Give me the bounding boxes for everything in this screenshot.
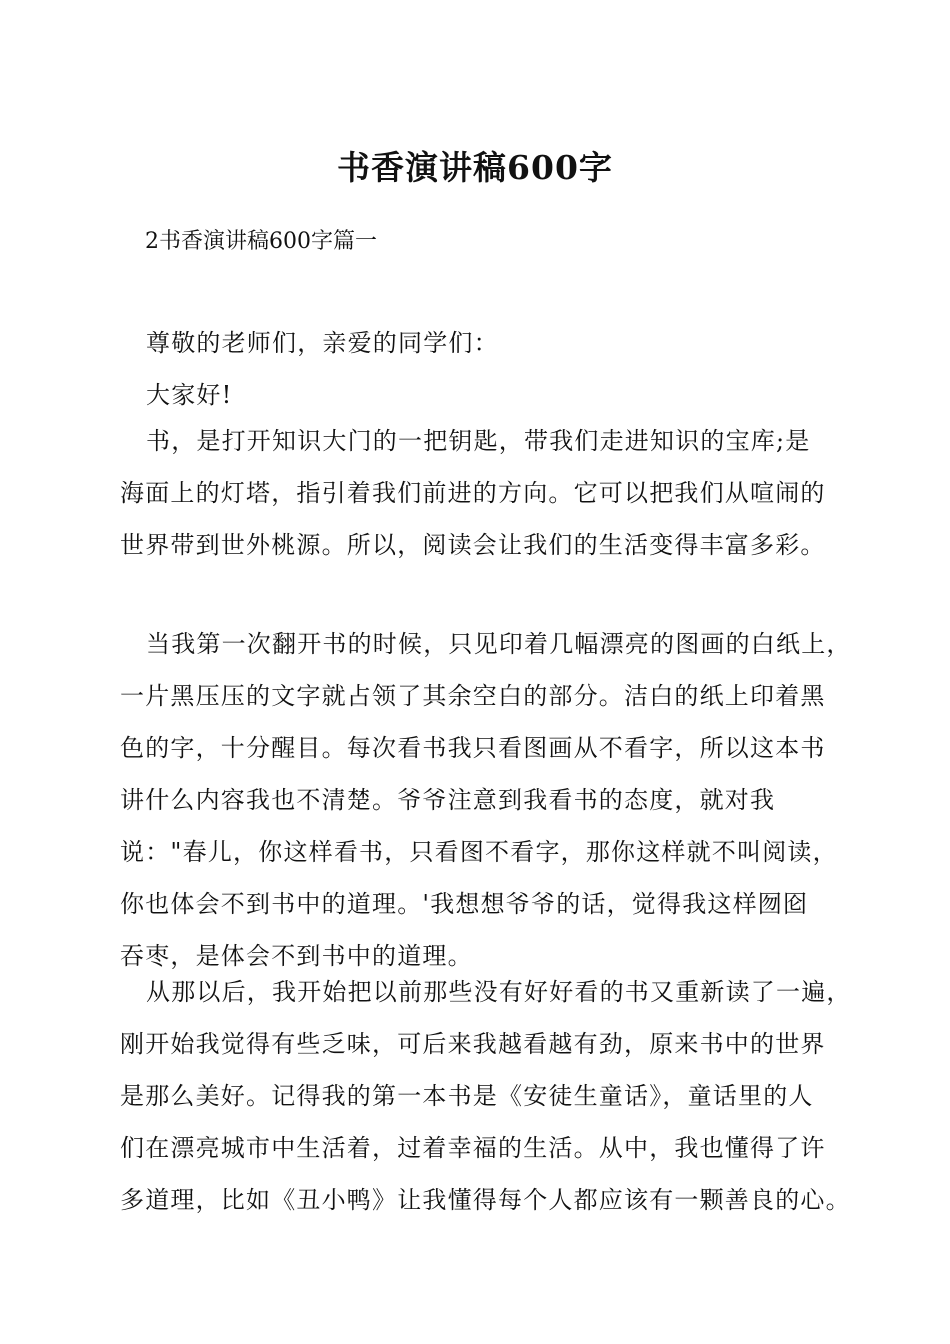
paragraph-line: 们在漂亮城市中生活着，过着幸福的生活。从中，我也懂得了许 [120, 1134, 826, 1162]
paragraph-line: 世界带到世外桃源。所以，阅读会让我们的生活变得丰富多彩。 [120, 531, 826, 559]
paragraph-line: 从那以后，我开始把以前那些没有好好看的书又重新读了一遍， [146, 978, 852, 1006]
hello-line: 大家好! [146, 381, 233, 409]
document-subtitle: 2书香演讲稿600字篇一 [145, 229, 377, 254]
paragraph-line: 刚开始我觉得有些乏味，可后来我越看越有劲，原来书中的世界 [120, 1030, 826, 1058]
paragraph-line: 当我第一次翻开书的时候，只见印着几幅漂亮的图画的白纸上， [146, 630, 852, 658]
paragraph-line: 讲什么内容我也不清楚。爷爷注意到我看书的态度，就对我 [120, 786, 776, 814]
paragraph-line: 是那么美好。记得我的第一本书是《安徒生童话》，童话里的人 [120, 1082, 814, 1110]
paragraph-line: 吞枣，是体会不到书中的道理。 [120, 942, 473, 970]
paragraph-1 [120, 415, 860, 571]
paragraph-line: 你也体会不到书中的道理。'我想想爷爷的话，觉得我这样囫囵 [120, 890, 809, 918]
greeting-paragraph [120, 317, 860, 421]
paragraph-line: 色的字，十分醒目。每次看书我只看图画从不看字，所以这本书 [120, 734, 826, 762]
paragraph-line: 说："春儿，你这样看书，只看图不看字，那你这样就不叫阅读， [120, 838, 838, 866]
paragraph-line: 多道理，比如《丑小鸭》让我懂得每个人都应该有一颗善良的心。 [120, 1186, 851, 1214]
paragraph-line: 一片黑压压的文字就占领了其余空白的部分。洁白的纸上印着黑 [120, 682, 826, 710]
paragraph-3 [120, 966, 860, 1226]
greeting-line: 尊敬的老师们，亲爱的同学们： [146, 329, 499, 357]
paragraph-line: 书，是打开知识大门的一把钥匙，带我们走进知识的宝库;是 [146, 427, 811, 455]
document-title: 书香演讲稿600字 [337, 148, 613, 187]
paragraph-line: 海面上的灯塔，指引着我们前进的方向。它可以把我们从喧闹的 [120, 479, 826, 507]
paragraph-2 [120, 618, 860, 982]
